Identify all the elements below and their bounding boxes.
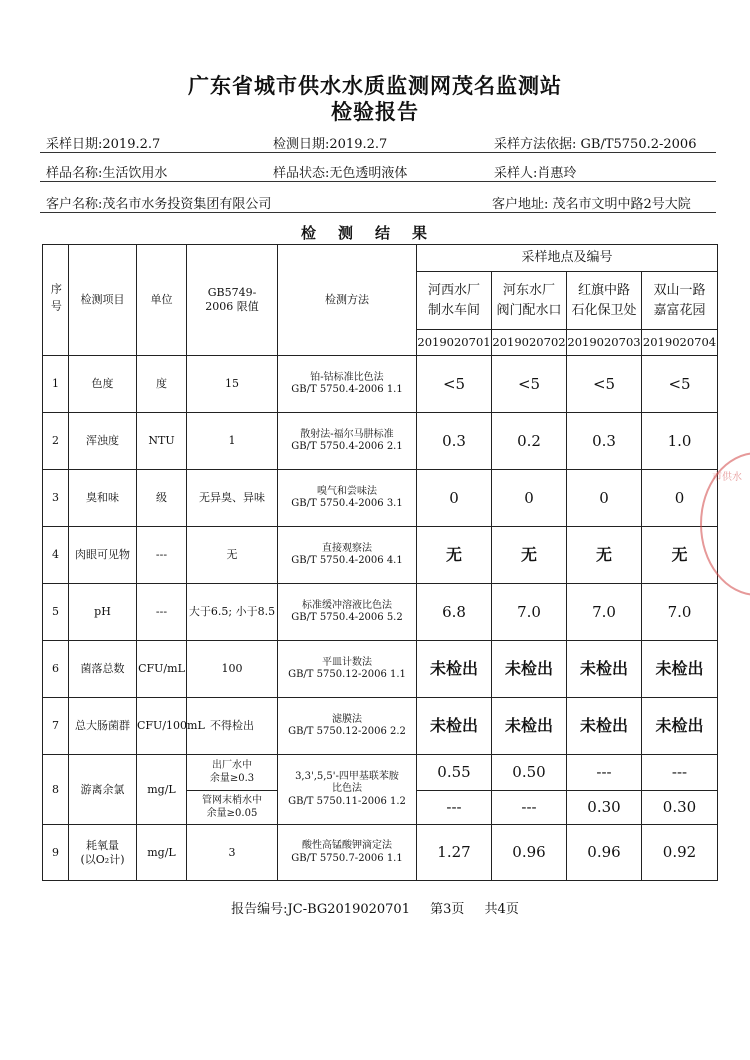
row-method: 标准缓冲溶液比色法 GB/T 5750.4-2006 5.2 [278, 584, 417, 641]
row-limit: 出厂水中 余量≥0.3 [187, 755, 278, 791]
row-value: 未检出 [642, 698, 718, 755]
row-limit: 不得检出 [187, 698, 278, 755]
row-no: 9 [43, 825, 69, 881]
table-row [43, 413, 718, 470]
report-number: 报告编号:JC-BG2019020701 [231, 902, 410, 917]
row-value: 0.55 [417, 755, 492, 791]
test-date: 检测日期:2019.2.7 [273, 137, 388, 152]
row-item: 浑浊度 [69, 413, 137, 470]
header-method: 检测方法 [278, 245, 417, 356]
row-value: <5 [567, 356, 642, 413]
row-unit: NTU [137, 413, 187, 470]
table-row [43, 584, 718, 641]
table-row [43, 641, 718, 698]
row-value: 1.27 [417, 825, 492, 881]
row-item: 菌落总数 [69, 641, 137, 698]
header-sites-group: 采样地点及编号 [417, 245, 718, 272]
site-name: 红旗中路 石化保卫处 [567, 272, 642, 330]
row-unit: --- [137, 584, 187, 641]
row-value: 无 [642, 527, 718, 584]
row-method: 酸性高锰酸钾滴定法 GB/T 5750.7-2006 1.1 [278, 825, 417, 881]
row-unit: mg/L [137, 755, 187, 825]
official-seal: 市供水 [700, 452, 750, 596]
row-method: 3,3',5,5'-四甲基联苯胺 比色法 GB/T 5750.11-2006 1.2 [278, 755, 417, 825]
row-method: 散射法-福尔马肼标准 GB/T 5750.4-2006 2.1 [278, 413, 417, 470]
row-value: --- [492, 791, 567, 825]
table-row [43, 470, 718, 527]
row-value: 0.92 [642, 825, 718, 881]
row-value: 6.8 [417, 584, 492, 641]
client-address: 客户地址: 茂名市文明中路2号大院 [492, 197, 691, 212]
report-title: 广东省城市供水水质监测网茂名监测站 [188, 74, 562, 98]
row-unit: CFU/100mL [137, 698, 187, 755]
header-limit: GB5749-2006 限值 [187, 245, 278, 356]
client-name: 客户名称:茂名市水务投资集团有限公司 [46, 197, 272, 212]
row-value: 未检出 [417, 698, 492, 755]
row-limit: 100 [187, 641, 278, 698]
header-item: 检测项目 [69, 245, 137, 356]
row-method: 平皿计数法 GB/T 5750.12-2006 1.1 [278, 641, 417, 698]
row-value: 0 [417, 470, 492, 527]
row-item: pH [69, 584, 137, 641]
row-value: 未检出 [492, 698, 567, 755]
site-code: 2019020701 [417, 330, 492, 356]
row-value: 未检出 [567, 698, 642, 755]
row-no: 2 [43, 413, 69, 470]
row-limit: 大于6.5; 小于8.5 [187, 584, 278, 641]
row-item: 色度 [69, 356, 137, 413]
table-row [43, 356, 718, 413]
report-subtitle: 检验报告 [331, 100, 419, 124]
header-no: 序号 [43, 245, 69, 356]
row-no: 7 [43, 698, 69, 755]
divider [40, 152, 716, 153]
sample-state: 样品状态:无色透明液体 [273, 166, 408, 181]
row-limit: 1 [187, 413, 278, 470]
row-value: 7.0 [642, 584, 718, 641]
results-table [42, 244, 718, 881]
row-limit: 管网末梢水中 余量≥0.05 [187, 791, 278, 825]
row-value: 0.3 [417, 413, 492, 470]
row-limit: 无 [187, 527, 278, 584]
row-value: 未检出 [492, 641, 567, 698]
divider [40, 181, 716, 182]
row-value: --- [642, 755, 718, 791]
row-limit: 3 [187, 825, 278, 881]
row-no: 5 [43, 584, 69, 641]
row-limit: 15 [187, 356, 278, 413]
table-row [43, 527, 718, 584]
row-value: 无 [492, 527, 567, 584]
site-name: 河东水厂 阀门配水口 [492, 272, 567, 330]
row-item: 总大肠菌群 [69, 698, 137, 755]
row-method: 滤膜法 GB/T 5750.12-2006 2.2 [278, 698, 417, 755]
row-unit: CFU/mL [137, 641, 187, 698]
row-value: 0.50 [492, 755, 567, 791]
row-method: 铂-钴标准比色法 GB/T 5750.4-2006 1.1 [278, 356, 417, 413]
row-value: 7.0 [492, 584, 567, 641]
row-value: 0 [567, 470, 642, 527]
site-name: 双山一路 嘉富花园 [642, 272, 718, 330]
row-method: 嗅气和尝味法 GB/T 5750.4-2006 3.1 [278, 470, 417, 527]
row-unit: --- [137, 527, 187, 584]
sample-name: 样品名称:生活饮用水 [46, 166, 168, 181]
footer [0, 898, 750, 917]
row-item: 游离余氯 [69, 755, 137, 825]
row-value: <5 [492, 356, 567, 413]
header-unit: 单位 [137, 245, 187, 356]
row-no: 6 [43, 641, 69, 698]
page-total: 共4页 [484, 902, 519, 917]
sampling-basis: 采样方法依据: GB/T5750.2-2006 [494, 137, 697, 152]
row-no: 8 [43, 755, 69, 825]
table-row [43, 698, 718, 755]
row-value: 未检出 [567, 641, 642, 698]
row-method: 直接观察法 GB/T 5750.4-2006 4.1 [278, 527, 417, 584]
row-value: 0 [642, 470, 718, 527]
row-value: 无 [417, 527, 492, 584]
row-unit: mg/L [137, 825, 187, 881]
row-value: --- [417, 791, 492, 825]
row-unit: 级 [137, 470, 187, 527]
row-value: 0.96 [567, 825, 642, 881]
row-value: 0.2 [492, 413, 567, 470]
table-row [43, 755, 718, 791]
row-value: 1.0 [642, 413, 718, 470]
row-item: 耗氧量 (以O₂计) [69, 825, 137, 881]
row-value: 0.96 [492, 825, 567, 881]
row-value: 无 [567, 527, 642, 584]
row-unit: 度 [137, 356, 187, 413]
page-number: 第3页 [430, 902, 465, 917]
row-value: <5 [642, 356, 718, 413]
table-row [43, 825, 718, 881]
row-value: 0.30 [567, 791, 642, 825]
sample-date: 采样日期:2019.2.7 [46, 137, 161, 152]
row-no: 1 [43, 356, 69, 413]
row-value: --- [567, 755, 642, 791]
row-value: 0.30 [642, 791, 718, 825]
site-name: 河西水厂 制水车间 [417, 272, 492, 330]
row-value: <5 [417, 356, 492, 413]
results-title: 检测结果 [300, 224, 449, 242]
row-value: 0.3 [567, 413, 642, 470]
sampler: 采样人:肖惠玲 [494, 166, 577, 181]
divider [40, 212, 716, 213]
site-code: 2019020702 [492, 330, 567, 356]
row-value: 未检出 [642, 641, 718, 698]
row-value: 0 [492, 470, 567, 527]
row-limit: 无异臭、异味 [187, 470, 278, 527]
row-no: 4 [43, 527, 69, 584]
row-value: 未检出 [417, 641, 492, 698]
site-code: 2019020704 [642, 330, 718, 356]
site-code: 2019020703 [567, 330, 642, 356]
row-item: 肉眼可见物 [69, 527, 137, 584]
row-item: 臭和味 [69, 470, 137, 527]
row-value: 7.0 [567, 584, 642, 641]
row-no: 3 [43, 470, 69, 527]
